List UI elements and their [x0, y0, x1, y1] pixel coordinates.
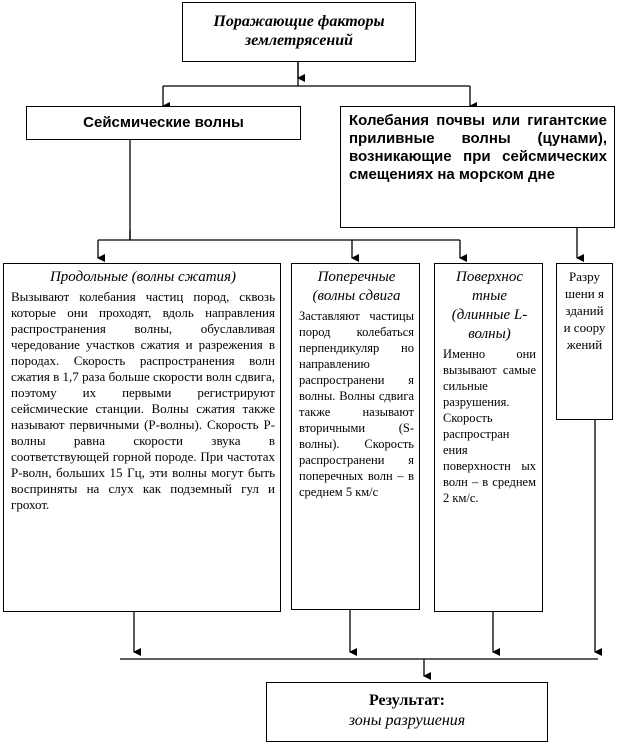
- longitudinal-body: Вызывают колебания частиц пород, сквозь которые они проходят, вдоль направления распространения волны, обуславливая чередование участков сжатия и разрежения в породах. Скорость распространения волн сжатия в 1,7 раза больше скорости волн сдвига, поэтому их первыми регистрируют сейсмические станции. Волны сжатия также называют первичными (P-волны). Скорость P-волны равна скорости звука в соответствующей горной породе. При частотах P-волн, больших 15 Гц, эти волны могут быть восприняты на слух как подземный гул и грохот.: [11, 289, 275, 512]
- transverse-heading: Поперечные (волны сдвига: [312, 269, 401, 304]
- title-line-2: землетрясений: [244, 32, 354, 49]
- longitudinal-waves-box: [3, 263, 281, 612]
- destruction-box: Разру шени я зданий и соору жений: [556, 263, 613, 420]
- result-box: [266, 682, 548, 742]
- surface-body: Именно они вызывают самые сильные разрушения. Скорость распростран ения поверхностн ых волн – в среднем 2 км/с.: [443, 347, 536, 505]
- surface-waves-box: [434, 263, 543, 612]
- seismic-waves-box: Сейсмические волны: [26, 106, 301, 140]
- result-value: зоны разрушения: [348, 712, 466, 729]
- transverse-waves-box: [291, 263, 420, 610]
- title-box: [182, 2, 416, 62]
- longitudinal-heading: Продольные (волны сжатия): [49, 269, 237, 285]
- ground-oscillations-box: Колебания почвы или гигантские приливные волны (цунами), возникающие при сейсмических смещениях на морском дне: [340, 106, 615, 228]
- title-line-1: Поражающие факторы: [213, 13, 385, 30]
- surface-heading: Поверхнос тные (длинные L-волны): [451, 269, 528, 342]
- transverse-body: Заставляют частицы пород колебаться перпендикуляр но направлению распространени я волны. Волны сдвига также называют вторичными (S-волны). Скорость распространени я поперечных волн – в среднем 5 км/с: [299, 309, 414, 499]
- result-label: Результат:: [368, 692, 445, 709]
